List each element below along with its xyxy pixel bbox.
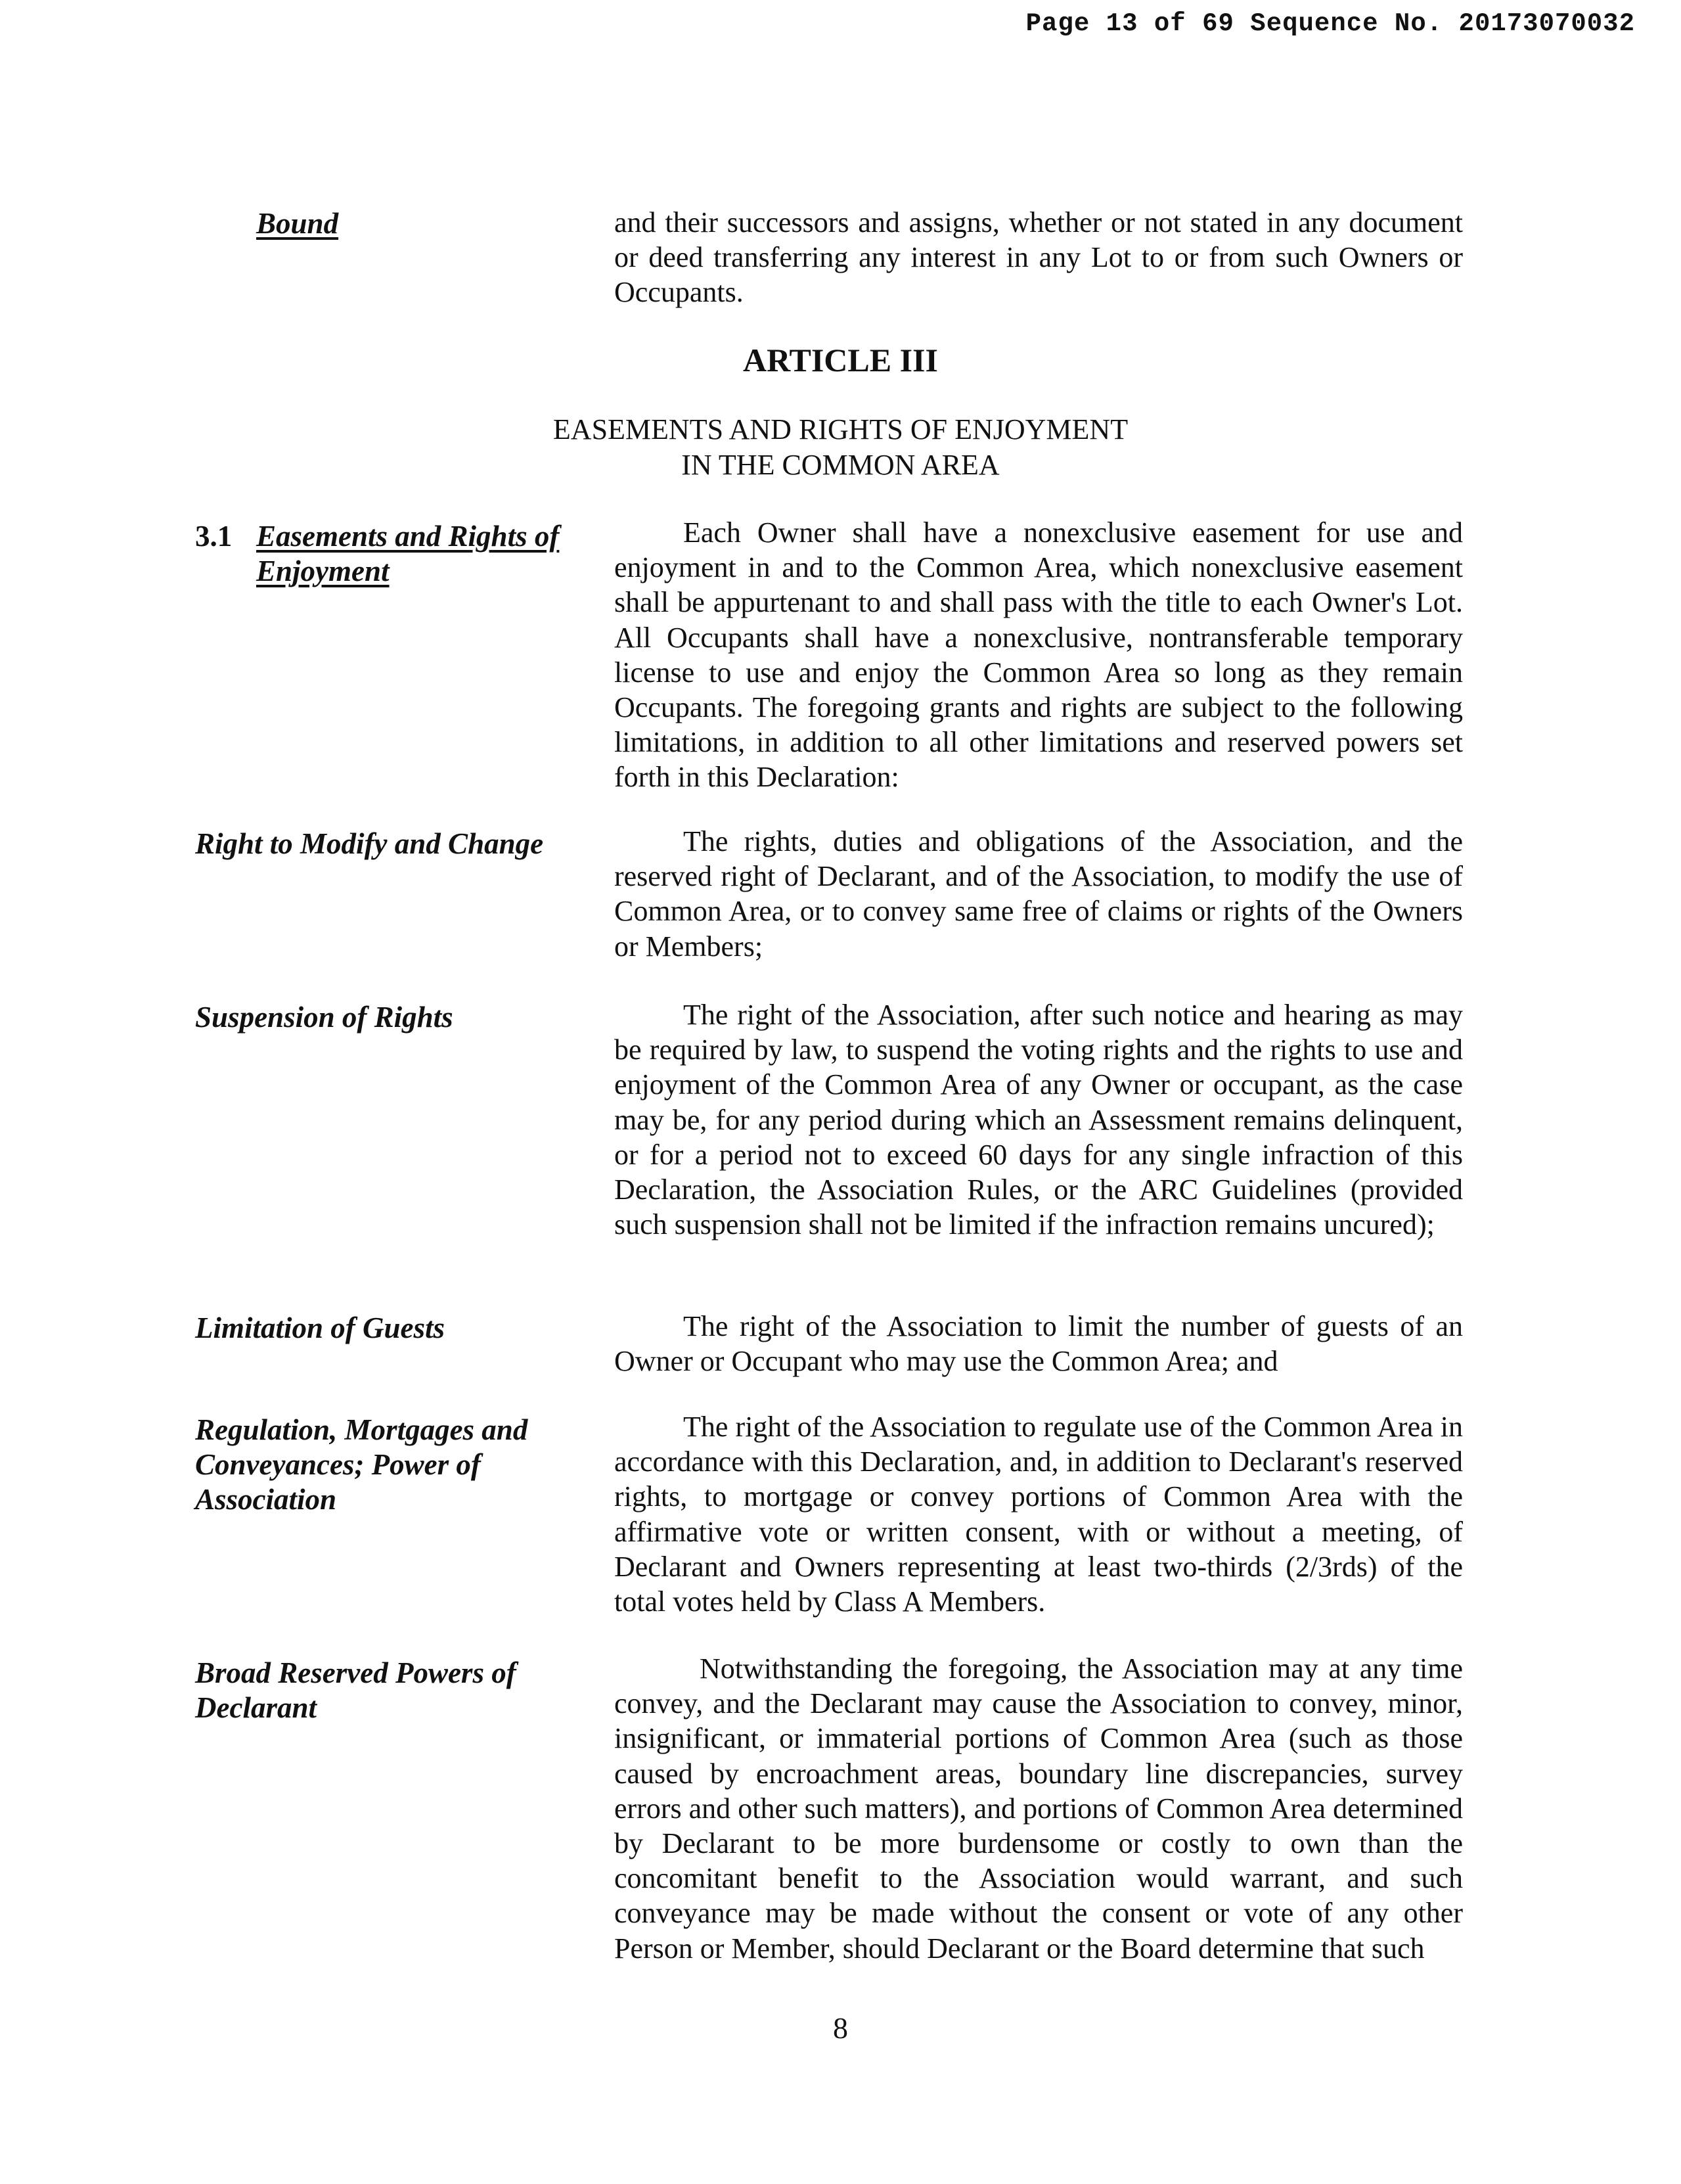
- section-title-line2: Enjoyment: [256, 555, 390, 587]
- broad-powers-label-line2: Declarant: [195, 1691, 317, 1724]
- limitation-label: Limitation of Guests: [195, 1311, 445, 1344]
- article-title: ARTICLE III: [743, 342, 938, 378]
- article-subtitle-line2: IN THE COMMON AREA: [681, 449, 1000, 481]
- suspension-label: Suspension of Rights: [195, 1001, 453, 1034]
- section-number: 3.1: [195, 520, 233, 553]
- regulation-label-line2: Conveyances; Power of: [195, 1448, 481, 1481]
- suspension-paragraph: The right of the Association, after such notice and hearing as may be required by law, to suspend the voting rights and the rights to use and enjoyment of the Common Area of any Owner or occupant, as the case may be, for any period during which an Assessment remains delinquent, or for a period not to exceed 60 days for any single infraction of this Declaration, the Association Rules, or the ARC Guidelines (provided such suspension shall not be limited if the infraction remains uncured);: [614, 999, 1463, 1241]
- regulation-label-line3: Association: [195, 1483, 337, 1516]
- right-to-modify-label: Right to Modify and Change: [195, 827, 544, 860]
- right-to-modify-paragraph: The rights, duties and obligations of the Association, and the reserved right of Declarant, and of the Association, to modify the use of Common Area, or to convey same free of claims or rights of the Owners or Members;: [614, 825, 1463, 963]
- bound-label: Bound: [256, 207, 339, 240]
- page-number: 8: [833, 2011, 848, 2045]
- page-sequence-stamp: Page 13 of 69 Sequence No. 20173070032: [1025, 9, 1635, 38]
- section-3-1-paragraph: Each Owner shall have a nonexclusive easement for use and enjoyment in and to the Common Area, which nonexclusive easement shall be appurtenant to and shall pass with the title to each Owner's Lot. All Occupants shall have a nonexclusive, nontransferable temporary license to use and enjoy the Common Area so long as they remain Occupants. The foregoing grants and rights are subject to the following limitations, in addition to all other limitations and reserved powers set forth in this Declaration:: [614, 516, 1463, 794]
- section-title-line1: Easements and Rights of: [256, 520, 560, 553]
- bound-paragraph: and their successors and assigns, whether or not stated in any document or deed transferring any interest in any Lot to or from such Owners or Occupants.: [614, 206, 1463, 309]
- regulation-paragraph: The right of the Association to regulate use of the Common Area in accordance with this Declaration, and, in addition to Declarant's reserved rights, to mortgage or convey portions of Common Area with the affirmative vote or written consent, with or without a meeting, of Declarant and Owners representing at least two-thirds (2/3rds) of the total votes held by Class A Members.: [614, 1411, 1463, 1618]
- article-subtitle-line1: EASEMENTS AND RIGHTS OF ENJOYMENT: [552, 413, 1129, 445]
- broad-powers-paragraph: Notwithstanding the foregoing, the Association may at any time convey, and the Declarant may cause the Association to convey, minor, insignificant, or immaterial portions of Common Area (such as those caused by encroachment areas, boundary line discrepancies, survey errors and other such matters), and portions of Common Area determined by Declarant to be more burdensome or costly to own than the concomitant benefit to the Association would warrant, and such conveyance may be made without the consent or vote of any other Person or Member, should Declarant or the Board determine that such: [614, 1652, 1463, 1965]
- broad-powers-label-line1: Broad Reserved Powers of: [195, 1656, 516, 1689]
- limitation-paragraph: The right of the Association to limit the number of guests of an Owner or Occupant who may use the Common Area; and: [614, 1310, 1463, 1378]
- regulation-label-line1: Regulation, Mortgages and: [195, 1413, 528, 1446]
